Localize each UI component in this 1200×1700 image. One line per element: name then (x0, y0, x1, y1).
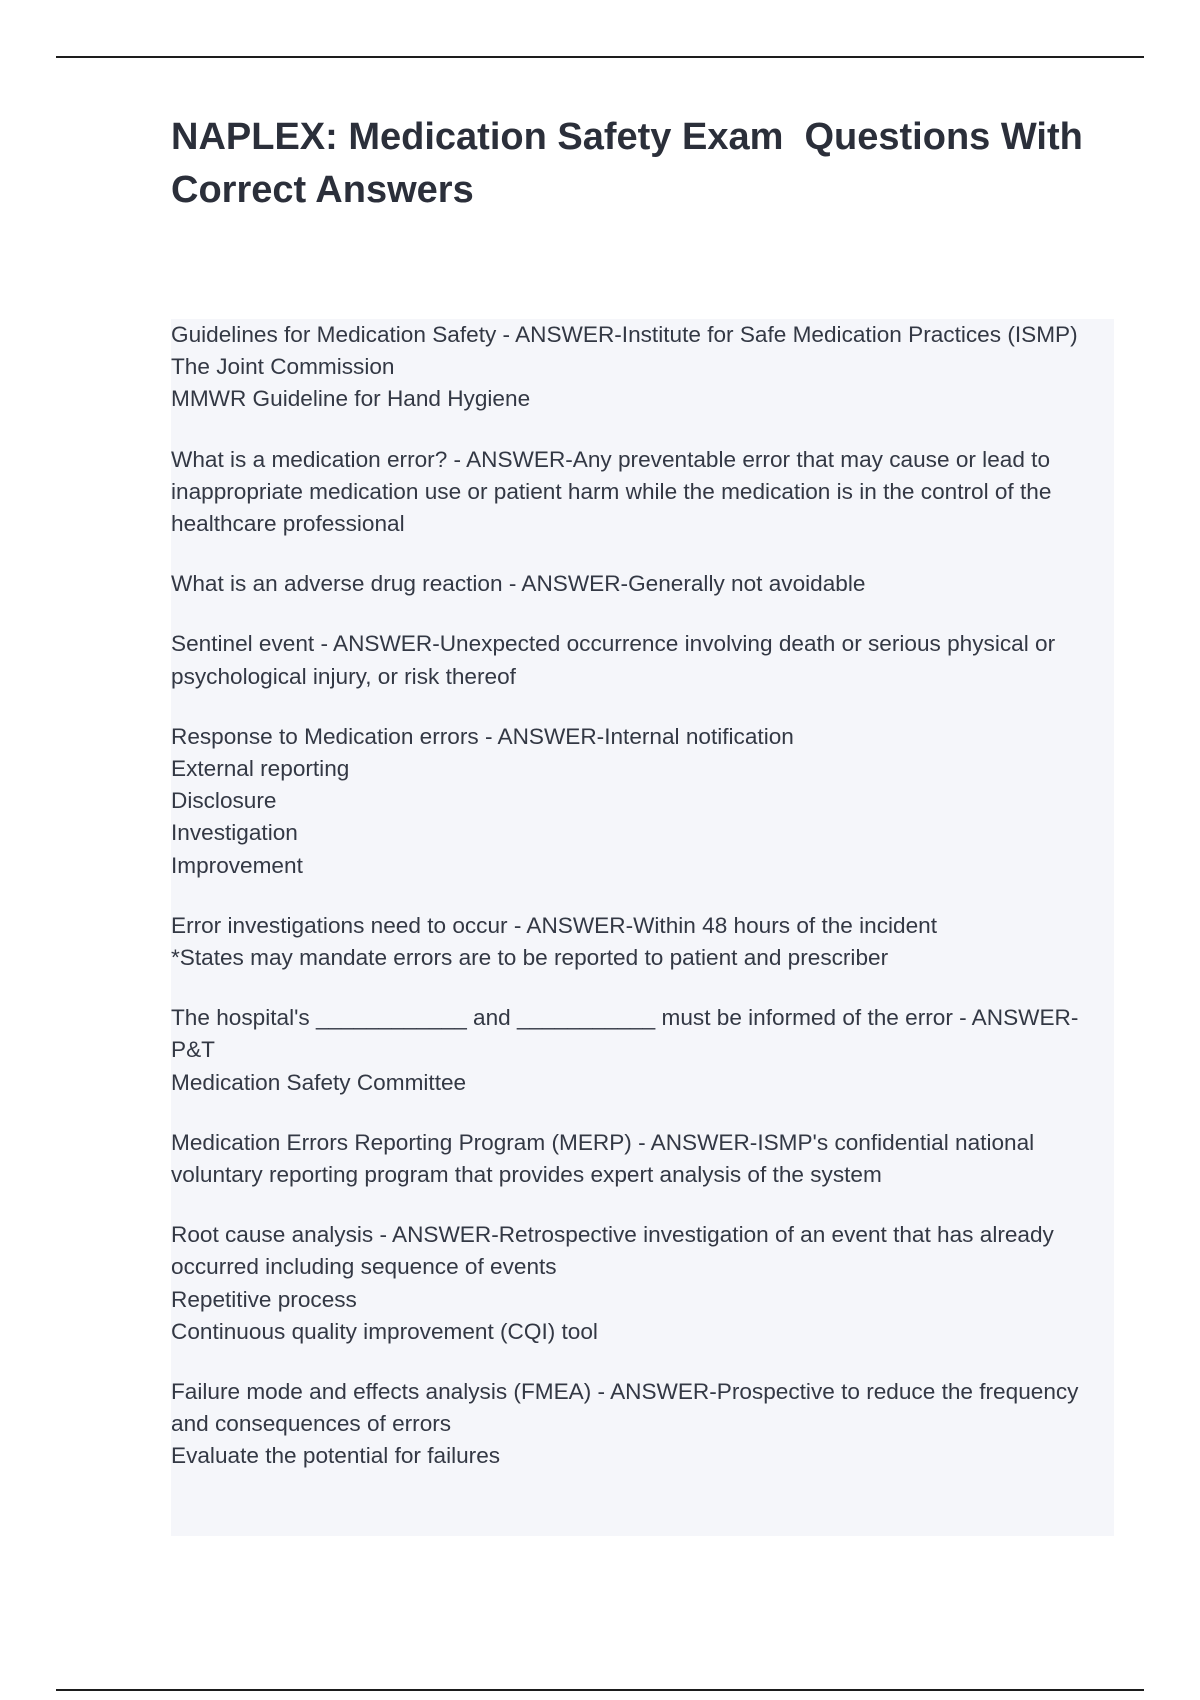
qa-item: Error investigations need to occur - ANSWER-Within 48 hours of the incident *States may mandate errors are to be reported to patient and prescriber (171, 912, 938, 971)
qa-item: Medication Errors Reporting Program (MERP) - ANSWER-ISMP's confidential national voluntary reporting program that provides expert analysis of the system (171, 1129, 1041, 1188)
qa-item: What is a medication error? - ANSWER-Any preventable error that may cause or lead to inappropriate medication use or patient harm while the medication is in the control of the healthcare professional (171, 446, 1058, 537)
qa-item: The hospital's ____________ and ___________ must be informed of the error - ANSWER-P&T Medication Safety Committee (171, 1005, 1079, 1095)
qa-item: Sentinel event - ANSWER-Unexpected occurrence involving death or serious physical or psychological injury, or risk thereof (171, 631, 1062, 689)
bottom-rule (56, 1689, 1144, 1691)
qa-item: Root cause analysis - ANSWER-Retrospective investigation of an event that has already occurred including sequence of events Repetitive process Continuous quality improvement (CQI) tool (171, 1222, 1054, 1344)
qa-item: Failure mode and effects analysis (FMEA) - ANSWER-Prospective to reduce the frequency and consequences of errors Evaluate the potential for failures (171, 1379, 1079, 1469)
qa-item: Response to Medication errors - ANSWER-Internal notification External reporting Disclosure Investigation Improvement (171, 723, 794, 878)
qa-item: Guidelines for Medication Safety - ANSWER-Institute for Safe Medication Practices (ISMP) The Joint Commission MMWR Guideline for Hand Hygiene (171, 322, 1078, 412)
top-rule (56, 56, 1144, 58)
qa-content-block (171, 319, 1114, 1536)
qa-item: What is an adverse drug reaction - ANSWER-Generally not avoidable (171, 571, 866, 597)
document-title: NAPLEX: Medication Safety Exam Questions With Correct Answers (171, 116, 1094, 211)
